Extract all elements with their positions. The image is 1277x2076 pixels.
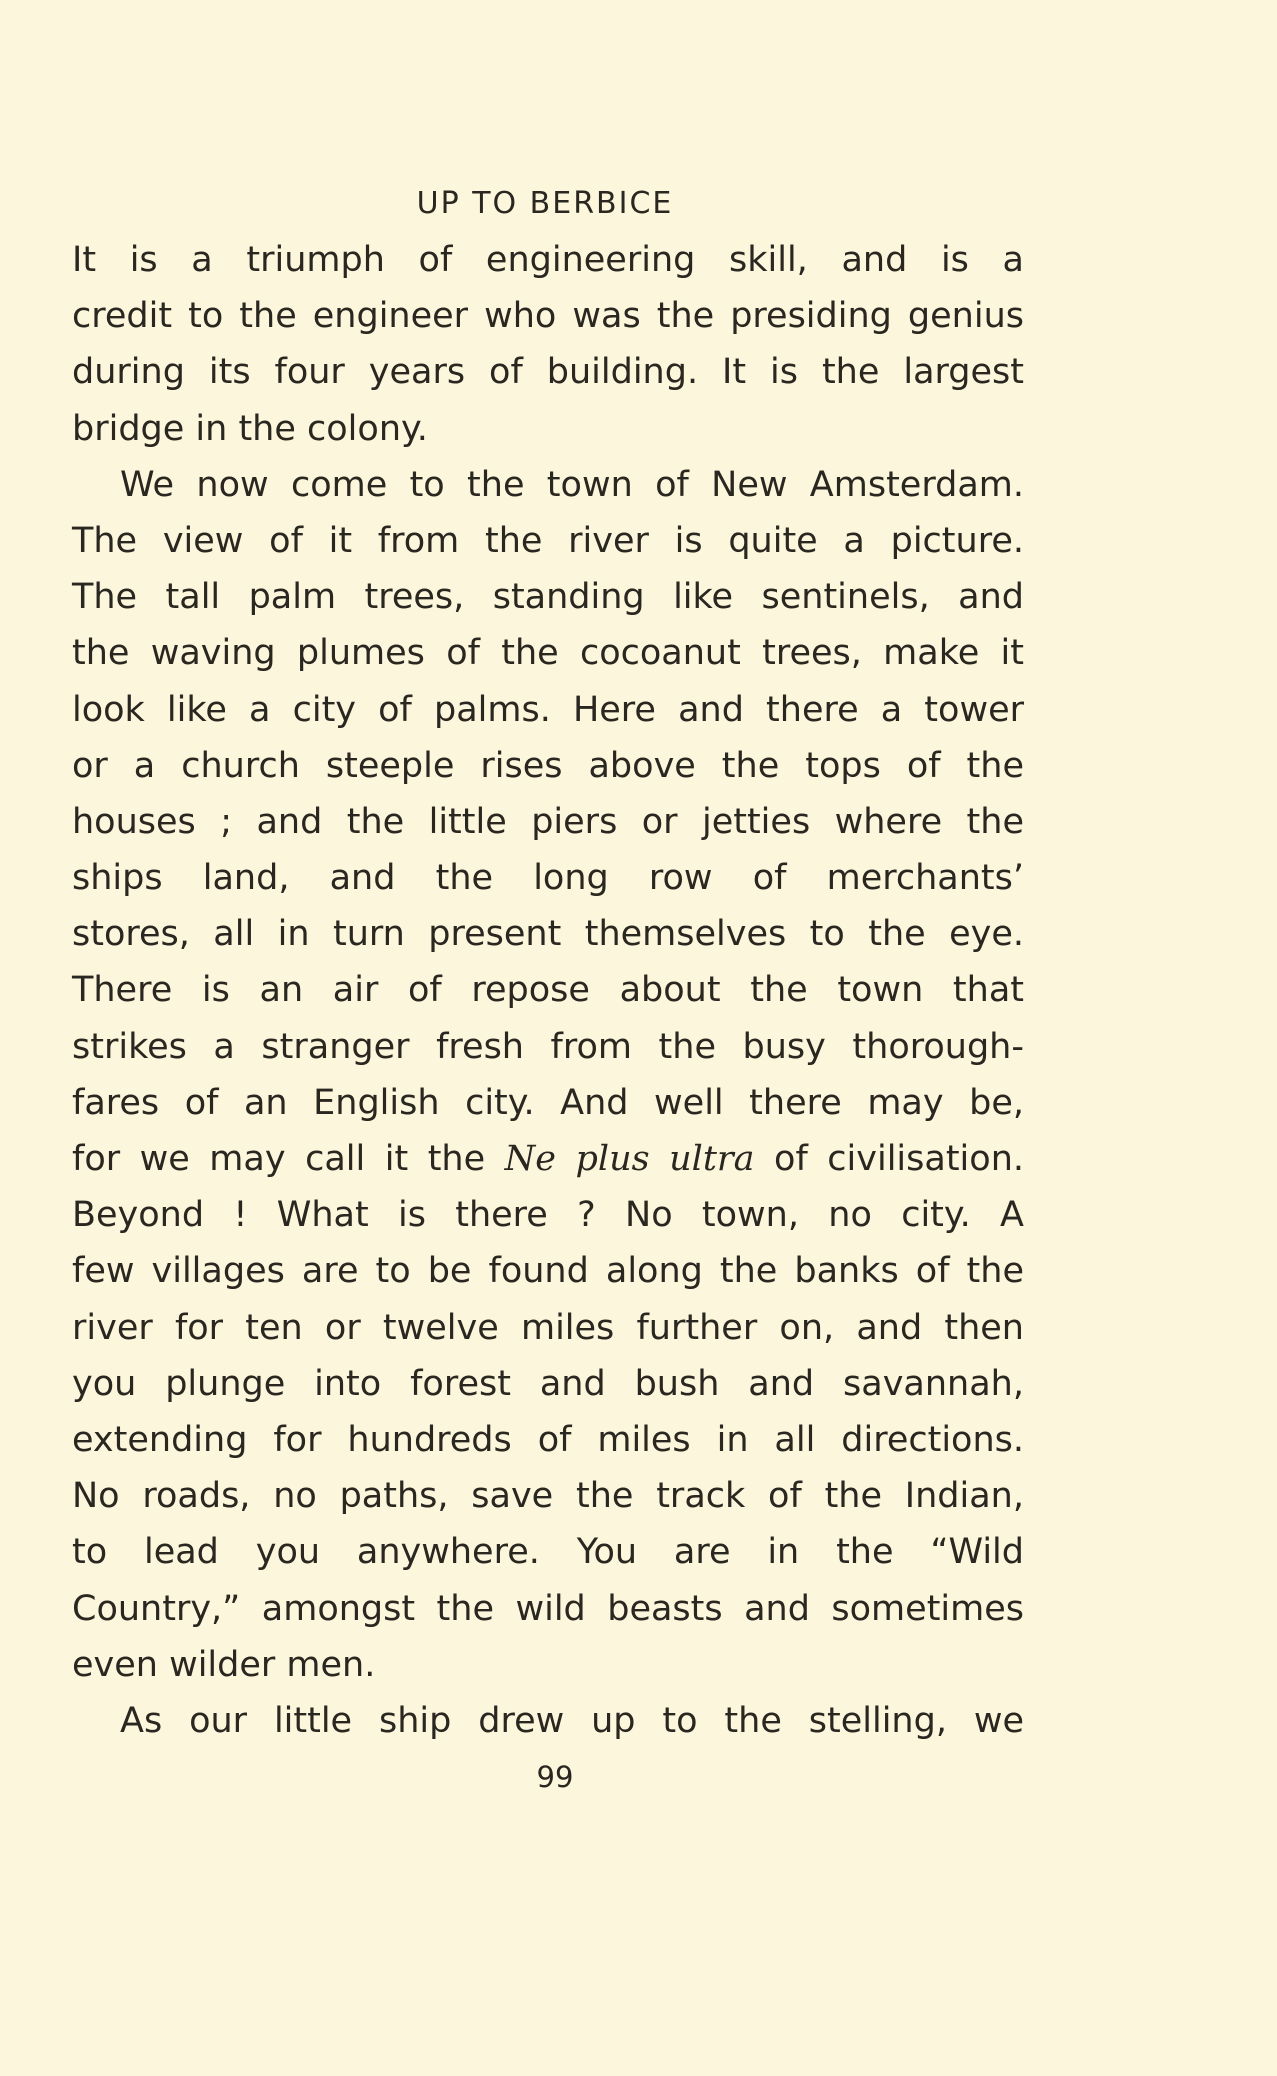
text-line: river for ten or twelve miles further on, and then	[72, 1307, 1024, 1348]
text-line: There is an air of repose about the town that	[72, 970, 1024, 1011]
text-segment: of civilisation.	[754, 1139, 1024, 1179]
text-line: fares of an English city. And well there may be,	[72, 1082, 1024, 1123]
italic-phrase: Ne plus ultra	[504, 1139, 755, 1179]
text-line: stores, all in turn present themselves to the eye.	[72, 914, 1024, 955]
text-line: As our little ship drew up to the stelling, we	[120, 1700, 1024, 1741]
text-line: bridge in the colony.	[72, 408, 428, 449]
text-line: No roads, no paths, save the track of the Indian,	[72, 1476, 1024, 1517]
text-line: The tall palm trees, standing like sentinels, and	[72, 577, 1024, 618]
text-line: to lead you anywhere. You are in the “Wild	[72, 1532, 1024, 1573]
text-line: even wilder men.	[72, 1644, 376, 1685]
text-line: look like a city of palms. Here and there a tower	[72, 689, 1024, 730]
text-line: ships land, and the long row of merchants’	[72, 858, 1024, 899]
text-line: few villages are to be found along the banks of the	[72, 1251, 1024, 1292]
text-line: or a church steeple rises above the tops of the	[72, 745, 1024, 786]
text-line: you plunge into forest and bush and savannah,	[72, 1363, 1024, 1404]
text-line: We now come to the town of New Amsterdam.	[120, 464, 1024, 505]
text-segment: for we may call it the	[72, 1139, 505, 1179]
text-line-with-italic	[72, 1131, 1024, 1187]
running-head: UP TO BERBICE	[416, 186, 674, 221]
text-line: The view of it from the river is quite a picture.	[72, 520, 1024, 561]
text-line: extending for hundreds of miles in all directions.	[72, 1419, 1024, 1460]
text-line: Beyond ! What is there ? No town, no city. A	[72, 1195, 1024, 1236]
text-line: during its four years of building. It is the largest	[72, 352, 1024, 393]
page-number: 99	[536, 1760, 574, 1794]
text-line: strikes a stranger fresh from the busy thorough-	[72, 1026, 1024, 1067]
text-line: credit to the engineer who was the presiding genius	[72, 296, 1024, 337]
body-text	[72, 232, 1024, 1749]
text-line: houses ; and the little piers or jetties where the	[72, 801, 1024, 842]
text-line: Country,” amongst the wild beasts and sometimes	[72, 1588, 1024, 1629]
text-line: the waving plumes of the cocoanut trees, make it	[72, 633, 1024, 674]
text-line: It is a triumph of engineering skill, and is a	[72, 240, 1024, 280]
